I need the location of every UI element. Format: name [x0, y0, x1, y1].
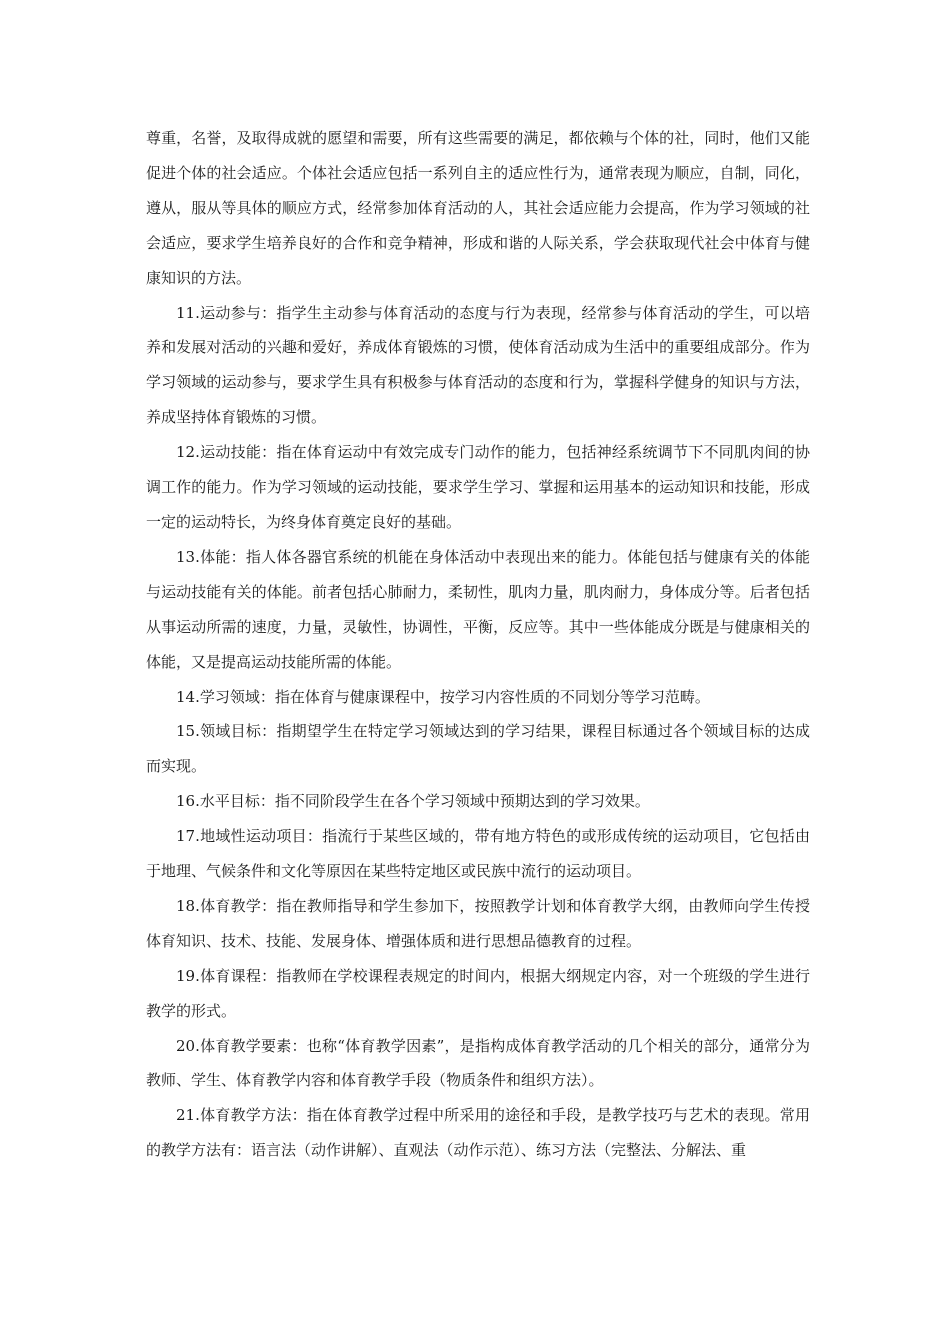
paragraph-item-15: 15.领域目标：指期望学生在特定学习领域达到的学习结果，课程目标通过各个领域目标的达成而实现。: [146, 722, 810, 776]
paragraph-item-14: 14.学习领域：指在体育与健康课程中，按学习内容性质的不同划分等学习范畴。: [176, 687, 710, 706]
document-body: [146, 121, 810, 1168]
paragraph-continued: 尊重，名誉，及取得成就的愿望和需要，所有这些需要的满足，都依赖与个体的社，同时，他们又能促进个体的社会适应。个体社会适应包括一系列自主的适应性行为，通常表现为顺应，自制，同化，遵从，服从等具体的顺应方式，经常参加体育活动的人，其社会适应能力会提高，作为学习领域的社会适应，要求学生培养良好的合作和竞争精神，形成和谐的人际关系，学会获取现代社会中体育与健康知识的方法。: [146, 129, 810, 287]
paragraph-item-20: 20.体育教学要素：也称“体育教学因素”，是指构成体育教学活动的几个相关的部分，通常分为教师、学生、体育教学内容和体育教学手段（物质条件和组织方法）。: [146, 1036, 810, 1090]
paragraph-item-16: 16.水平目标：指不同阶段学生在各个学习领域中预期达到的学习效果。: [176, 792, 650, 811]
paragraph-item-11: 11.运动参与：指学生主动参与体育活动的态度与行为表现，经常参与体育活动的学生，可以培养和发展对活动的兴趣和爱好，养成体育锻炼的习惯，使体育活动成为生活中的重要组成部分。作为学习领域的运动参与，要求学生具有积极参与体育活动的态度和行为，掌握科学健身的知识与方法，养成坚持体育锻炼的习惯。: [146, 303, 810, 427]
paragraph-item-18: 18.体育教学：指在教师指导和学生参加下，按照教学计划和体育教学大纲，由教师向学生传授体育知识、技术、技能、发展身体、增强体质和进行思想品德教育的过程。: [146, 896, 810, 950]
paragraph-item-13: 13.体能：指人体各器官系统的机能在身体活动中表现出来的能力。体能包括与健康有关的体能与运动技能有关的体能。前者包括心肺耐力，柔韧性，肌肉力量，肌肉耐力，身体成分等。后者包括从事运动所需的速度，力量，灵敏性，协调性，平衡，反应等。其中一些体能成分既是与健康相关的体能，又是提高运动技能所需的体能。: [146, 547, 810, 671]
paragraph-item-19: 19.体育课程：指教师在学校课程表规定的时间内，根据大纲规定内容，对一个班级的学生进行教学的形式。: [146, 966, 810, 1020]
paragraph-item-12: 12.运动技能：指在体育运动中有效完成专门动作的能力，包括神经系统调节下不同肌肉间的协调工作的能力。作为学习领域的运动技能，要求学生学习、掌握和运用基本的运动知识和技能，形成一定的运动特长，为终身体育奠定良好的基础。: [146, 443, 810, 531]
paragraph-item-21: 21.体育教学方法：指在体育教学过程中所采用的途径和手段，是教学技巧与艺术的表现。常用的教学方法有：语言法（动作讲解）、直观法（动作示范）、练习方法（完整法、分解法、重: [146, 1106, 810, 1160]
paragraph-item-17: 17.地域性运动项目：指流行于某些区域的，带有地方特色的或形成传统的运动项目，它包括由于地理、气候条件和文化等原因在某些特定地区或民族中流行的运动项目。: [146, 827, 810, 881]
